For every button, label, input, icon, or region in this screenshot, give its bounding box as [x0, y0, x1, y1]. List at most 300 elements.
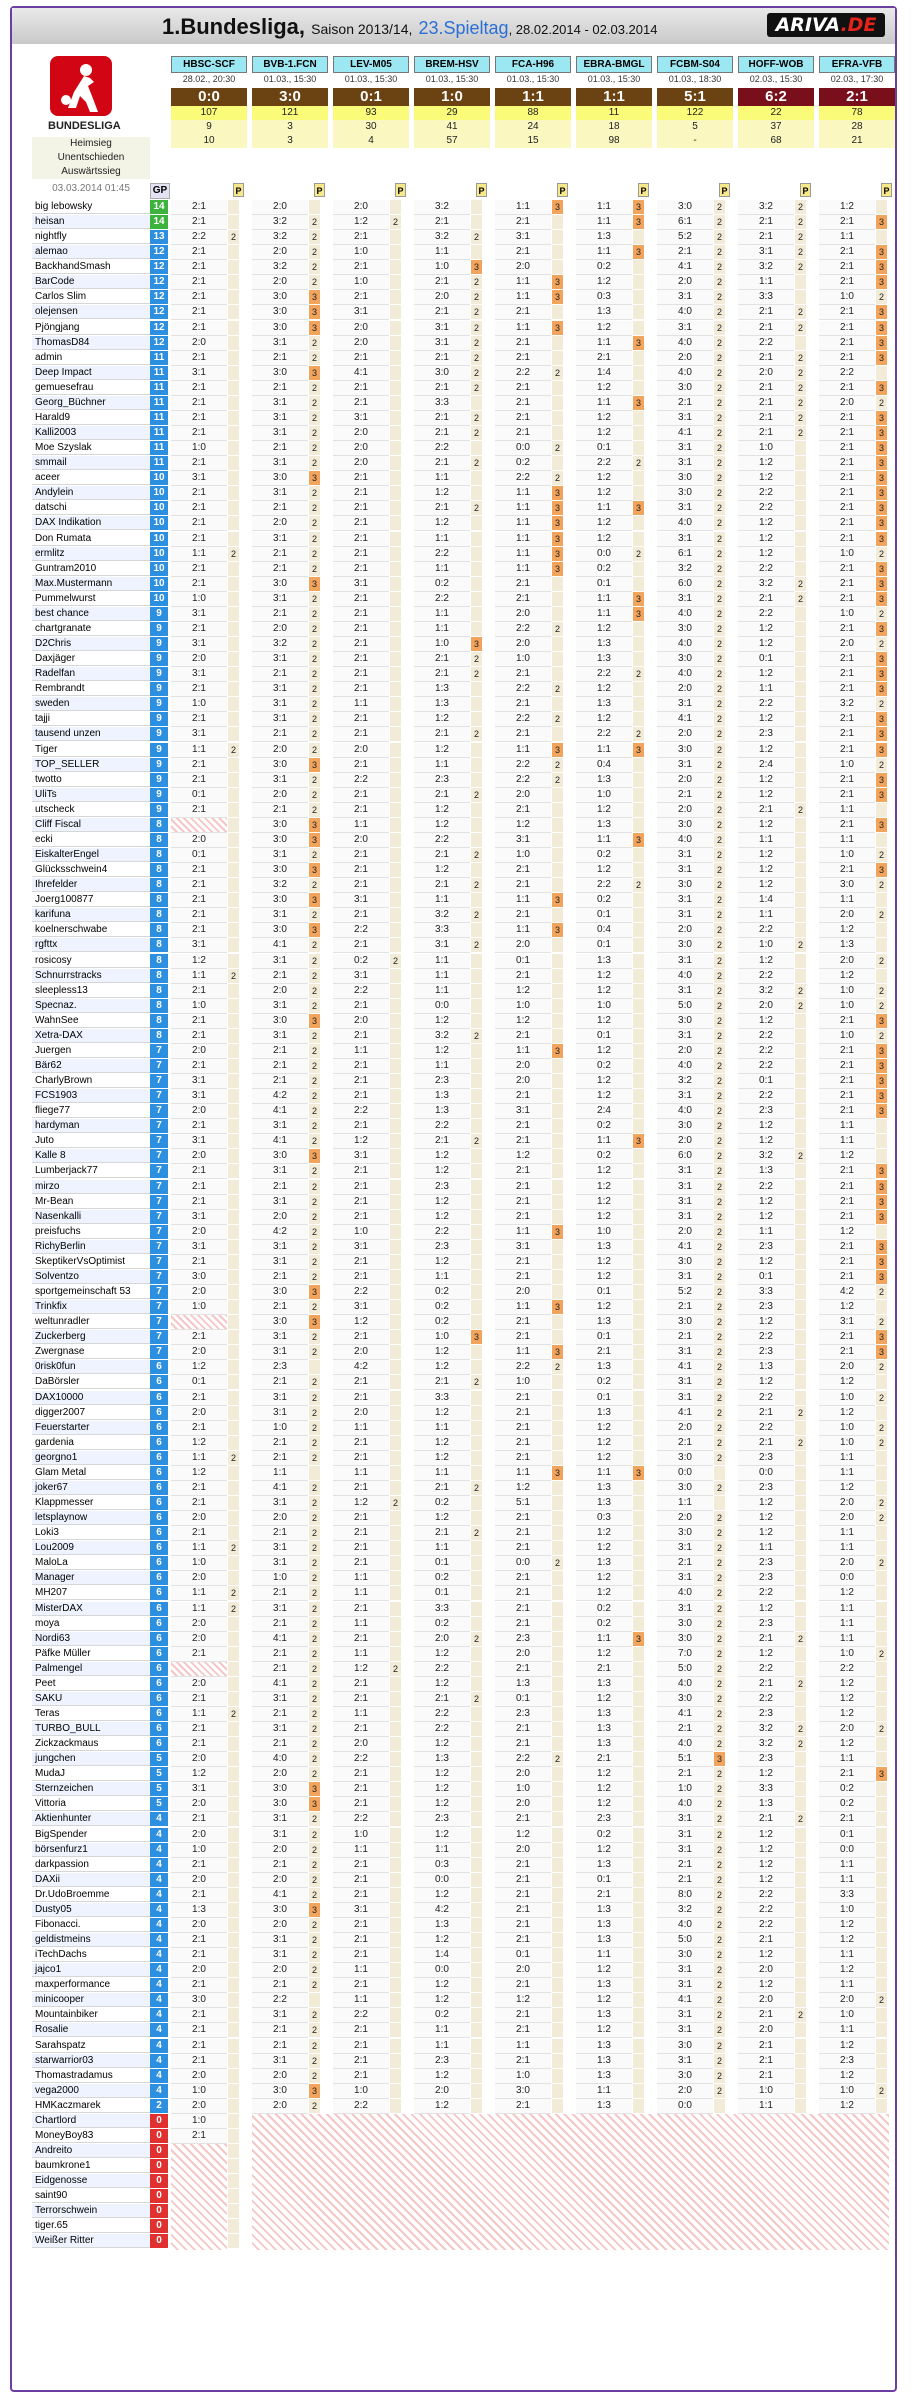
player-name[interactable]: Kalle 8 [32, 1149, 150, 1163]
player-name[interactable]: Radelfan [32, 667, 150, 681]
tip-points [552, 1059, 563, 1073]
player-name[interactable]: Weißer Ritter [32, 2234, 150, 2248]
tip-points [228, 1210, 239, 1224]
tip-points: 2 [309, 1571, 320, 1585]
tip-points [552, 1933, 563, 1947]
tip-points [228, 1481, 239, 1495]
player-name[interactable]: MudaJ [32, 1767, 150, 1781]
match-header[interactable] [738, 56, 814, 148]
player-name[interactable]: Ihrefelder [32, 878, 150, 892]
player-name[interactable]: Sarahspatz [32, 2039, 150, 2053]
player-name[interactable]: Dr.UdoBroemme [32, 1888, 150, 1902]
match-header[interactable] [333, 56, 409, 148]
player-name[interactable]: minicooper [32, 1993, 150, 2007]
player-total-points: 7 [150, 1300, 168, 1314]
player-name[interactable]: ecki [32, 833, 150, 847]
tip-points [795, 336, 806, 350]
player-name[interactable]: MaloLa [32, 1556, 150, 1570]
player-name[interactable]: smmail [32, 456, 150, 470]
player-name[interactable]: RichyBerlin [32, 1240, 150, 1254]
player-name[interactable]: Andylein [32, 486, 150, 500]
player-name[interactable]: Päfke Müller [32, 1647, 150, 1661]
player-name[interactable]: BackhandSmash [32, 260, 150, 274]
player-name[interactable]: Rosalie [32, 2023, 150, 2037]
player-name[interactable]: BarCode [32, 275, 150, 289]
tip-points [471, 1164, 482, 1178]
player-name[interactable]: DAX10000 [32, 1391, 150, 1405]
tip-points [633, 1948, 644, 1962]
tip-points: 2 [714, 1451, 725, 1465]
tip-cell: 3:1 [657, 984, 713, 999]
player-name[interactable]: Zickzackmaus [32, 1737, 150, 1751]
tip-cell: 3:1 [252, 908, 308, 923]
player-total-points: 8 [150, 863, 168, 877]
player-total-points: 6 [150, 1451, 168, 1465]
tip-points [552, 1586, 563, 1600]
player-name[interactable]: Eidgenosse [32, 2174, 150, 2188]
tip-points [633, 1149, 644, 1163]
player-name[interactable]: moya [32, 1617, 150, 1631]
tip-cell: 2:1 [495, 577, 551, 592]
tip-points [552, 2023, 563, 2037]
player-name[interactable]: Lou2009 [32, 1541, 150, 1555]
player-name[interactable]: sleepless13 [32, 984, 150, 998]
tip-cell: 2:1 [333, 1436, 389, 1451]
tip-points: 3 [876, 788, 887, 802]
player-name[interactable]: Aktienhunter [32, 1812, 150, 1826]
player-name[interactable]: Juto [32, 1134, 150, 1148]
player-name[interactable]: Klappmesser [32, 1496, 150, 1510]
player-name[interactable]: Max.Mustermann [32, 577, 150, 591]
tip-cell: 2:1 [414, 652, 470, 667]
ariva-logo[interactable] [767, 13, 885, 37]
player-name[interactable]: BigSpender [32, 1828, 150, 1842]
player-name[interactable]: Teras [32, 1707, 150, 1721]
tip-points: 2 [876, 1360, 887, 1374]
tip-cell: 4:0 [657, 1797, 713, 1812]
tip-cell: 2:1 [495, 727, 551, 742]
player-name[interactable]: alemao [32, 245, 150, 259]
player-name[interactable]: maxperformance [32, 1978, 150, 1992]
tip-cell: 2:2 [414, 1707, 470, 1722]
match-header[interactable] [819, 56, 895, 148]
tip-cell: 1:3 [414, 1752, 470, 1767]
tip-cell: 1:2 [414, 1993, 470, 2008]
tip-cell: 3:1 [252, 1255, 308, 1270]
tip-cell: 1:2 [414, 1828, 470, 1843]
player-name[interactable]: Pjöngjang [32, 321, 150, 335]
player-name[interactable]: jajco1 [32, 1963, 150, 1977]
player-name[interactable]: big lebowsky [32, 200, 150, 214]
player-name[interactable]: Joerg100877 [32, 893, 150, 907]
player-name[interactable]: tausend unzen [32, 727, 150, 741]
tip-cell: 2:0 [333, 1014, 389, 1029]
tip-points [633, 2008, 644, 2022]
tip-points: 3 [876, 1104, 887, 1118]
player-name[interactable]: CharlyBrown [32, 1074, 150, 1088]
tip-cell: 0:0 [819, 1843, 875, 1858]
tip-points: 3 [876, 426, 887, 440]
player-name[interactable]: rgfttx [32, 938, 150, 952]
tip-points: 3 [633, 592, 644, 606]
player-name[interactable]: MisterDAX [32, 1602, 150, 1616]
player-name[interactable]: ThomasD84 [32, 336, 150, 350]
player-name[interactable]: Juergen [32, 1044, 150, 1058]
tip-cell: 1:2 [171, 954, 227, 969]
player-name[interactable]: admin [32, 351, 150, 365]
player-name[interactable]: MH207 [32, 1586, 150, 1600]
tip-cell: 3:2 [252, 637, 308, 652]
tip-cell: 2:2 [414, 1662, 470, 1677]
table-row [32, 1300, 892, 1315]
player-name[interactable]: Lumberjack77 [32, 1164, 150, 1178]
player-name[interactable]: Georg_Büchner [32, 396, 150, 410]
player-name[interactable]: Nordi63 [32, 1632, 150, 1646]
tip-cell: 3:1 [252, 682, 308, 697]
player-name[interactable]: FCS1903 [32, 1089, 150, 1103]
tip-points [309, 1360, 320, 1374]
tip-cell: 2:0 [171, 1511, 227, 1526]
player-name[interactable]: Tiger [32, 743, 150, 757]
tip-points [633, 1722, 644, 1736]
tip-points: 3 [309, 758, 320, 772]
player-total-points: 8 [150, 818, 168, 832]
player-name[interactable]: koelnerschwabe [32, 923, 150, 937]
tip-points: 2 [471, 381, 482, 395]
player-name[interactable]: Peet [32, 1677, 150, 1691]
player-total-points: 9 [150, 727, 168, 741]
tip-points [471, 1225, 482, 1239]
tip-cell: 2:1 [819, 1044, 875, 1059]
player-name[interactable]: Glücksschwein4 [32, 863, 150, 877]
tip-cell: 1:1 [333, 1044, 389, 1059]
player-name[interactable]: TOP_SELLER [32, 758, 150, 772]
tip-points: 2 [714, 1164, 725, 1178]
tip-points [795, 1707, 806, 1721]
player-name[interactable]: geldistmeins [32, 1933, 150, 1947]
tip-cell: 1:2 [738, 712, 794, 727]
tip-cell: 2:1 [171, 1255, 227, 1270]
title-spieltag-link[interactable]: 23.Spieltag [418, 18, 509, 38]
tip-cell: 3:1 [252, 456, 308, 471]
tip-cell: 1:1 [333, 1466, 389, 1481]
tip-points [552, 1843, 563, 1857]
player-name[interactable]: weltunradler [32, 1315, 150, 1329]
player-name[interactable]: preisfuchs [32, 1225, 150, 1239]
player-name[interactable]: Feuerstarter [32, 1421, 150, 1435]
player-name[interactable]: Guntram2010 [32, 562, 150, 576]
tip-points [390, 923, 401, 937]
player-name[interactable]: nightfly [32, 230, 150, 244]
tip-points: 2 [309, 1421, 320, 1435]
tip-cell: 2:1 [414, 411, 470, 426]
player-name[interactable]: iTechDachs [32, 1948, 150, 1962]
tip-points: 2 [552, 682, 563, 696]
tip-points: 2 [714, 1602, 725, 1616]
player-name[interactable]: darkpassion [32, 1858, 150, 1872]
player-name[interactable]: Cliff Fiscal [32, 818, 150, 832]
player-name[interactable]: MoneyBoy83 [32, 2129, 150, 2143]
tip-points: 2 [309, 1722, 320, 1736]
player-name[interactable]: fliege77 [32, 1104, 150, 1118]
tip-points [471, 2069, 482, 2083]
tip-cell: 3:1 [252, 426, 308, 441]
tip-points [633, 1421, 644, 1435]
tip-points: 2 [714, 1662, 725, 1676]
tip-cell: 4:0 [657, 336, 713, 351]
player-name[interactable]: Palmengel [32, 1662, 150, 1676]
player-name[interactable]: Terrorschwein [32, 2204, 150, 2218]
player-name[interactable]: Bär62 [32, 1059, 150, 1073]
tip-points [876, 938, 887, 952]
tip-points: 2 [228, 1602, 239, 1616]
player-name[interactable]: Loki3 [32, 1526, 150, 1540]
tip-cell: 2:0 [171, 1345, 227, 1360]
player-name[interactable]: EiskalterEngel [32, 848, 150, 862]
tip-points: 2 [714, 501, 725, 515]
tip-points: 2 [714, 1571, 725, 1585]
tip-points [228, 1903, 239, 1917]
player-name[interactable]: tajji [32, 712, 150, 726]
player-name[interactable]: Thomastradamus [32, 2069, 150, 2083]
tip-points: 2 [795, 1632, 806, 1646]
player-name[interactable]: vega2000 [32, 2084, 150, 2098]
tip-points [633, 984, 644, 998]
player-name[interactable]: D2Chris [32, 637, 150, 651]
tip-points [795, 1134, 806, 1148]
player-name[interactable]: DAX Indikation [32, 516, 150, 530]
table-row [32, 260, 892, 275]
tip-points: 2 [876, 1556, 887, 1570]
player-name[interactable]: Specnaz. [32, 999, 150, 1013]
player-name[interactable]: Mr-Bean [32, 1195, 150, 1209]
player-name[interactable]: DaBörsler [32, 1375, 150, 1389]
player-name[interactable]: Fibonacci. [32, 1918, 150, 1932]
tip-points [228, 2023, 239, 2037]
tip-points: 2 [471, 336, 482, 350]
tip-cell: 0:1 [576, 577, 632, 592]
player-name[interactable]: Andreito [32, 2144, 150, 2158]
tip-points [390, 1180, 401, 1194]
tip-cell: 1:3 [576, 2039, 632, 2054]
player-total-points: 7 [150, 1134, 168, 1148]
tip-cell: 4:1 [657, 1240, 713, 1255]
player-name[interactable]: chartgranate [32, 622, 150, 636]
tip-cell: 2:1 [495, 1586, 551, 1601]
tip-points [390, 577, 401, 591]
tip-points: 2 [714, 245, 725, 259]
tip-cell: 1:3 [576, 1903, 632, 1918]
player-name[interactable]: best chance [32, 607, 150, 621]
tip-cell: 3:1 [819, 1315, 875, 1330]
tip-points: 2 [309, 637, 320, 651]
stat-heimsieg: 107 [171, 106, 247, 120]
player-name[interactable]: utscheck [32, 803, 150, 817]
tip-points: 2 [876, 1436, 887, 1450]
tip-points: 2 [714, 999, 725, 1013]
tip-points [390, 275, 401, 289]
tip-points: 3 [309, 833, 320, 847]
player-name[interactable]: heisan [32, 215, 150, 229]
player-total-points: 10 [150, 592, 168, 606]
player-total-points: 10 [150, 577, 168, 591]
match-header[interactable] [252, 56, 328, 148]
player-name[interactable]: Pummelwurst [32, 592, 150, 606]
tip-points [876, 1858, 887, 1872]
player-name[interactable]: 0risk0fun [32, 1360, 150, 1374]
player-name[interactable]: jungchen [32, 1752, 150, 1766]
tip-cell: 0:1 [576, 1029, 632, 1044]
player-name[interactable]: digger2007 [32, 1406, 150, 1420]
player-name[interactable]: Nasenkalli [32, 1210, 150, 1224]
tip-points: 2 [390, 1662, 401, 1676]
player-name[interactable]: Vittoria [32, 1797, 150, 1811]
player-name[interactable]: Solventzo [32, 1270, 150, 1284]
tip-cell: 1:2 [414, 2069, 470, 2084]
player-name[interactable]: baumkrone1 [32, 2159, 150, 2173]
tip-points: 2 [552, 366, 563, 380]
tip-cell: 2:0 [657, 1225, 713, 1240]
player-name[interactable]: Zwergnase [32, 1345, 150, 1359]
tip-points [390, 321, 401, 335]
player-name[interactable]: Manager [32, 1571, 150, 1585]
player-name[interactable]: aceer [32, 471, 150, 485]
match-header[interactable] [657, 56, 733, 148]
player-name[interactable]: hardyman [32, 1119, 150, 1133]
tip-points [552, 1180, 563, 1194]
tip-cell: 1:2 [576, 1571, 632, 1586]
tip-cell: 1:2 [495, 1993, 551, 2008]
player-name[interactable]: Sternzeichen [32, 1782, 150, 1796]
player-name[interactable]: sportgemeinschaft 53 [32, 1285, 150, 1299]
tip-points: 2 [309, 1511, 320, 1525]
tip-points [228, 1119, 239, 1133]
player-name[interactable]: Kalli2003 [32, 426, 150, 440]
player-name[interactable]: Moe Szyslak [32, 441, 150, 455]
tip-cell: 2:1 [171, 1647, 227, 1662]
player-name[interactable]: twotto [32, 773, 150, 787]
player-total-points: 9 [150, 773, 168, 787]
tip-cell: 3:0 [657, 743, 713, 758]
player-name[interactable]: olejensen [32, 305, 150, 319]
tip-points [228, 1074, 239, 1088]
player-name[interactable]: DAXii [32, 1873, 150, 1887]
tip-cell: 1:1 [576, 215, 632, 230]
tip-points [228, 863, 239, 877]
tip-cell [171, 1662, 227, 1677]
player-name[interactable]: WahnSee [32, 1014, 150, 1028]
player-name[interactable]: Glam Metal [32, 1466, 150, 1480]
tip-points [390, 1541, 401, 1555]
tip-points [795, 1391, 806, 1405]
match-header[interactable] [171, 56, 247, 148]
tip-cell: 1:1 [414, 2023, 470, 2038]
player-name[interactable]: Chartlord [32, 2114, 150, 2128]
tip-points: 2 [471, 652, 482, 666]
player-name[interactable]: TURBO_BULL [32, 1722, 150, 1736]
tip-cell: 2:1 [657, 1556, 713, 1571]
tip-points [471, 712, 482, 726]
player-name[interactable]: börsenfurz1 [32, 1843, 150, 1857]
player-name[interactable]: gemuesefrau [32, 381, 150, 395]
player-name[interactable]: tiger.65 [32, 2219, 150, 2233]
match-name: HOFF-WOB [738, 56, 814, 73]
player-name[interactable]: UliTs [32, 788, 150, 802]
tip-points: 3 [876, 743, 887, 757]
tip-points [552, 1737, 563, 1751]
match-header[interactable] [576, 56, 652, 148]
match-date: 02.03., 17:30 [830, 74, 884, 84]
player-name[interactable]: Don Rumata [32, 532, 150, 546]
tip-points [795, 848, 806, 862]
player-name[interactable]: SAKU [32, 1692, 150, 1706]
tip-points [390, 1240, 401, 1254]
match-header[interactable] [414, 56, 490, 148]
player-name[interactable]: gardenia [32, 1436, 150, 1450]
tip-points [471, 607, 482, 621]
match-header[interactable] [495, 56, 571, 148]
tip-cell: 2:1 [252, 1737, 308, 1752]
tip-cell: 2:0 [252, 1843, 308, 1858]
tip-cell: 2:1 [171, 878, 227, 893]
tip-points [633, 1511, 644, 1525]
tip-cell: 3:0 [252, 321, 308, 336]
player-name[interactable]: sweden [32, 697, 150, 711]
player-name[interactable]: Dusty05 [32, 1903, 150, 1917]
player-name[interactable]: Trinkfix [32, 1300, 150, 1314]
tip-cell: 3:2 [738, 1722, 794, 1737]
player-name[interactable]: SkeptikerVsOptimist [32, 1255, 150, 1269]
tip-cell: 1:2 [576, 1647, 632, 1662]
player-total-points: 9 [150, 788, 168, 802]
player-name[interactable]: Zuckerberg [32, 1330, 150, 1344]
player-name[interactable]: datschi [32, 501, 150, 515]
tip-cell: 2:1 [333, 803, 389, 818]
player-name[interactable]: Harald9 [32, 411, 150, 425]
player-name[interactable]: Daxjäger [32, 652, 150, 666]
player-name[interactable]: mirzo [32, 1180, 150, 1194]
player-name[interactable]: karifuna [32, 908, 150, 922]
player-name[interactable]: rosicosy [32, 954, 150, 968]
player-name[interactable]: ermlitz [32, 547, 150, 561]
tip-cell: 2:1 [657, 396, 713, 411]
player-name[interactable]: saint90 [32, 2189, 150, 2203]
tip-points [471, 1888, 482, 1902]
tip-cell: 2:1 [252, 1451, 308, 1466]
table-row [32, 984, 892, 999]
player-total-points: 11 [150, 441, 168, 455]
player-name[interactable]: Deep Impact [32, 366, 150, 380]
tip-cell: 3:1 [657, 1270, 713, 1285]
player-name[interactable]: Xetra-DAX [32, 1029, 150, 1043]
match-date: 01.03., 15:30 [263, 74, 317, 84]
tip-cell: 2:1 [819, 1014, 875, 1029]
player-name[interactable]: joker67 [32, 1481, 150, 1495]
player-name[interactable]: georgno1 [32, 1451, 150, 1465]
player-name[interactable]: HMKaczmarek [32, 2099, 150, 2113]
tip-points [552, 969, 563, 983]
player-name[interactable]: starwarrior03 [32, 2054, 150, 2068]
player-name[interactable]: Mountainbiker [32, 2008, 150, 2022]
player-name[interactable]: letsplaynow [32, 1511, 150, 1525]
tip-cell: 4:1 [657, 1406, 713, 1421]
player-name[interactable]: Rembrandt [32, 682, 150, 696]
tip-points [552, 1074, 563, 1088]
player-name[interactable]: Carlos Slim [32, 290, 150, 304]
tip-cell: 2:1 [738, 396, 794, 411]
player-name[interactable]: Schnurrstracks [32, 969, 150, 983]
tip-points: 2 [714, 1059, 725, 1073]
